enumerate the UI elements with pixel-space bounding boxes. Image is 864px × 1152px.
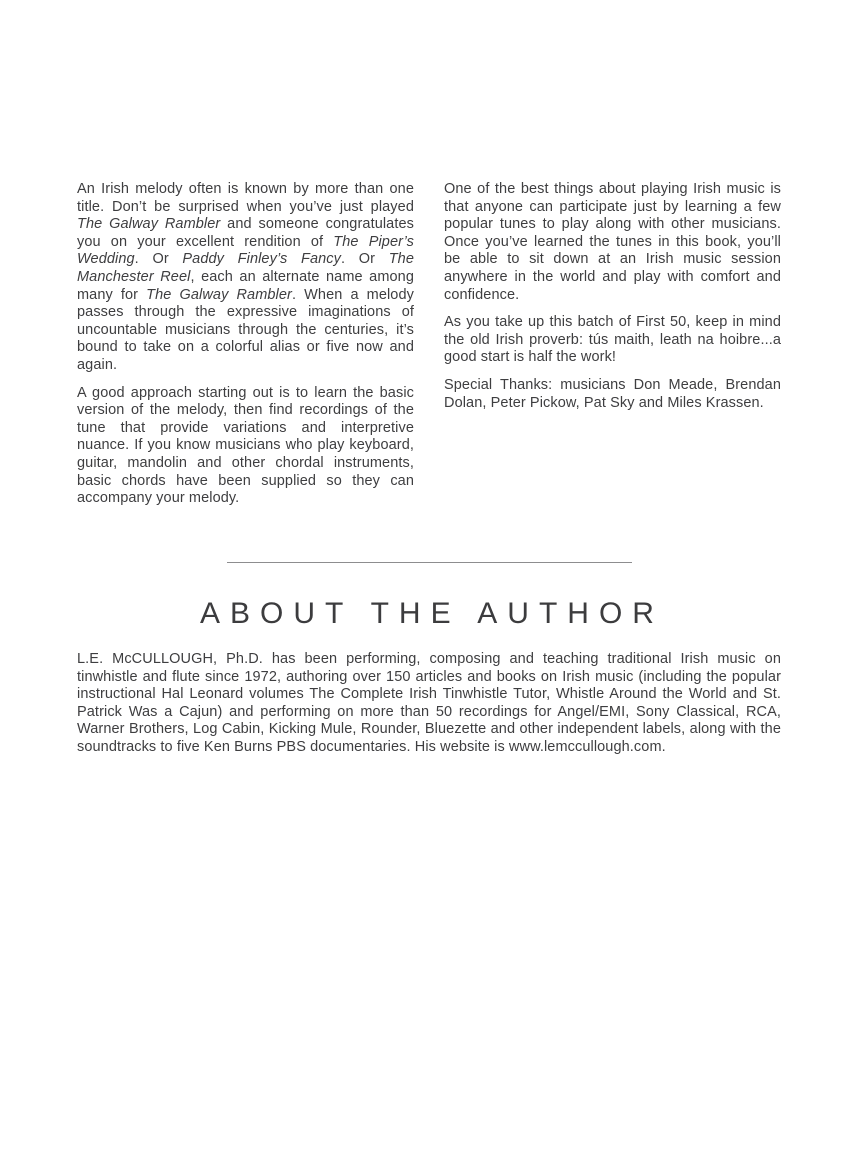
paragraph-text: and someone congratulates you on your excellent rendition of bbox=[77, 216, 414, 250]
intro-right-column bbox=[444, 181, 781, 508]
about-the-author-heading: ABOUT THE AUTHOR bbox=[200, 597, 664, 630]
intro-left-paragraph-2: A good approach starting out is to learn the basic version of the melody, then find recordings of the tune that provide variations and interpretive nuance. If you know musicians who play keyboard, guitar, mandolin and other chordal instruments, basic chords have been supplied so they can accompany your melody. bbox=[77, 384, 414, 507]
tune-title-italic: The Piper’s Wedding bbox=[77, 233, 415, 268]
tune-title-italic: Paddy Finley’s Fancy bbox=[182, 251, 341, 268]
intro-columns bbox=[77, 181, 781, 508]
about-the-author-body: L.E. McCULLOUGH, Ph.D. has been performing, composing and teaching traditional Irish music on tinwhistle and flute since 1972, authoring over 150 articles and books on Irish music (including the popular instructional Hal Leonard volumes The Complete Irish Tinwhistle Tutor, Whistle Around the World and St. Patrick Was a Cajun) and performing on more than 50 recordings for Angel/EMI, Sony Classical, RCA, Warner Brothers, Log Cabin, Kicking Mule, Rounder, Bluezette and other independent labels, along with the soundtracks to five Ken Burns PBS documentaries. His website is www.lemccullough.com. bbox=[77, 651, 781, 755]
paragraph-text: , each an alternate name among many for bbox=[77, 268, 415, 303]
paragraph-text: . Or bbox=[134, 251, 183, 268]
special-thanks-paragraph: Special Thanks: musicians Don Meade, Brendan Dolan, Peter Pickow, Pat Sky and Miles Krassen. bbox=[444, 376, 781, 411]
intro-right-paragraph-2: As you take up this batch of First 50, keep in mind the old Irish proverb: tús maith, leath na hoibre...a good start is half the work! bbox=[444, 314, 781, 366]
paragraph-text: . When a melody passes through the expressive imaginations of uncountable musicians through the centuries, it’s bound to take on a colorful alias or five now and again. bbox=[77, 286, 414, 373]
intro-right-paragraph-1: One of the best things about playing Irish music is that anyone can participate just by learning a few popular tunes to play along with other musicians. Once you’ve learned the tunes in this book, you’ll be able to sit down at an Irish music session anywhere in the world and play with comfort and confidence. bbox=[444, 181, 781, 303]
paragraph-text: An Irish melody often is known by more than one title. Don’t be surprised when you’ve just played bbox=[77, 181, 414, 215]
intro-left-column bbox=[77, 181, 414, 508]
tune-title-italic: The Galway Rambler bbox=[77, 216, 221, 233]
intro-left-paragraph-1 bbox=[77, 181, 414, 375]
tune-title-italic: The Manchester Reel bbox=[77, 251, 415, 285]
paragraph-text: . Or bbox=[340, 251, 389, 268]
section-divider-line bbox=[227, 562, 632, 563]
tune-title-italic: The Galway Rambler bbox=[146, 286, 292, 303]
